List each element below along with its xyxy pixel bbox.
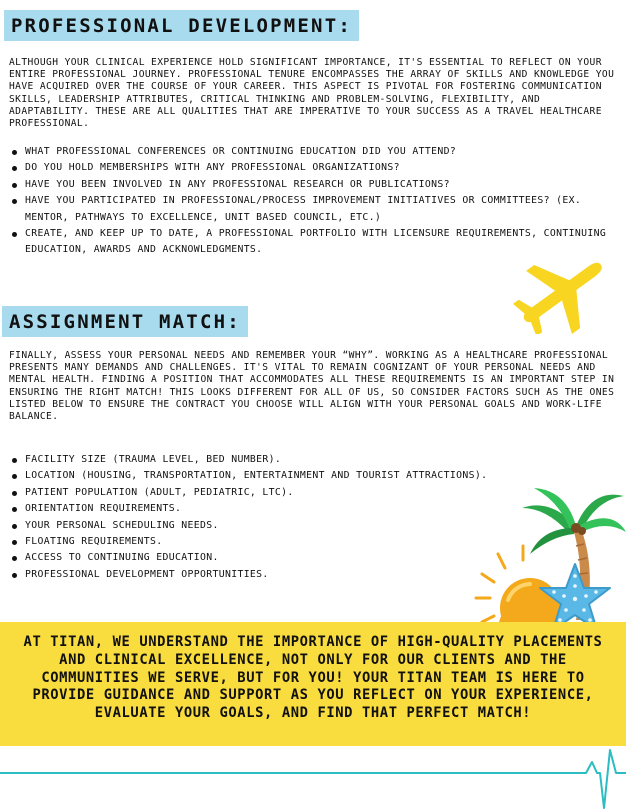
list-item: ACCESS TO CONTINUING EDUCATION. bbox=[9, 550, 621, 566]
closing-banner-text: AT TITAN, WE UNDERSTAND THE IMPORTANCE OF HIGH-QUALITY PLACEMENTS AND CLINICAL EXCELLENCE, NOT ONLY FOR OUR CLIENTS AND THE COMMUNITIES WE SERVE, BUT FOR YOU! YOUR TITAN TEAM IS HERE TO PROVIDE GUIDANCE AND SUPPORT AS YOU REFLECT ON YOUR EXPERIENCE, EVALUATE YOUR GOALS, AND FIND THAT PERFECT MATCH! bbox=[23, 634, 603, 722]
list-item: LOCATION (HOUSING, TRANSPORTATION, ENTERTAINMENT AND TOURIST ATTRACTIONS). bbox=[9, 468, 621, 484]
professional-development-heading: PROFESSIONAL DEVELOPMENT: bbox=[4, 10, 359, 41]
list-item: DO YOU HOLD MEMBERSHIPS WITH ANY PROFESSIONAL ORGANIZATIONS? bbox=[9, 160, 621, 176]
assignment-match-heading: ASSIGNMENT MATCH: bbox=[2, 306, 248, 337]
list-item: YOUR PERSONAL SCHEDULING NEEDS. bbox=[9, 518, 621, 534]
list-item: FACILITY SIZE (TRAUMA LEVEL, BED NUMBER). bbox=[9, 452, 621, 468]
list-item: PATIENT POPULATION (ADULT, PEDIATRIC, LTC). bbox=[9, 485, 621, 501]
list-item: HAVE YOU PARTICIPATED IN PROFESSIONAL/PROCESS IMPROVEMENT INITIATIVES OR COMMITTEES? (EX. MENTOR, PATHWAYS TO EXCELLENCE, UNIT BASED COUNCIL, ETC.) bbox=[9, 193, 621, 226]
list-item: WHAT PROFESSIONAL CONFERENCES OR CONTINUING EDUCATION DID YOU ATTEND? bbox=[9, 144, 621, 160]
list-item: CREATE, AND KEEP UP TO DATE, A PROFESSIONAL PORTFOLIO WITH LICENSURE REQUIREMENTS, CONTINUING EDUCATION, AWARDS AND ACKNOWLEDGMENTS. bbox=[9, 226, 621, 259]
heartbeat-line-icon bbox=[0, 748, 626, 810]
airplane-icon bbox=[512, 252, 612, 334]
list-item: PROFESSIONAL DEVELOPMENT OPPORTUNITIES. bbox=[9, 567, 621, 583]
list-item: ORIENTATION REQUIREMENTS. bbox=[9, 501, 621, 517]
professional-development-list bbox=[9, 144, 621, 259]
assignment-match-paragraph: FINALLY, ASSESS YOUR PERSONAL NEEDS AND REMEMBER YOUR “WHY”. WORKING AS A HEALTHCARE PROFESSIONAL PRESENTS MANY DEMANDS AND CHALLENGES. IT'S VITAL TO REMAIN COGNIZANT OF YOUR PERSONAL NEEDS AND MENTAL HEALTH. FINDING A POSITION THAT ACCOMMODATES ALL THESE REQUIREMENTS IS AN IMPORTANT STEP IN ENSURING THE RIGHT MATCH! THIS LOOKS DIFFERENT FOR ALL OF US, SO CONSIDER FACTORS SUCH AS THE ONES LISTED BELOW TO ENSURE THE CONTRACT YOU CHOOSE WILL ALIGN WITH YOUR PERSONAL GOALS AND WORK-LIFE BALANCE. bbox=[9, 350, 615, 423]
list-item: FLOATING REQUIREMENTS. bbox=[9, 534, 621, 550]
professional-development-paragraph: ALTHOUGH YOUR CLINICAL EXPERIENCE HOLD SIGNIFICANT IMPORTANCE, IT'S ESSENTIAL TO REFLECT ON YOUR ENTIRE PROFESSIONAL JOURNEY. PROFESSIONAL TENURE ENCOMPASSES THE ARRAY OF SKILLS AND KNOWLEDGE YOU HAVE ACQUIRED OVER THE COURSE OF YOUR CAREER. THIS ASPECT IS PIVOTAL FOR FOSTERING COMMUNICATION SKILLS, LEADERSHIP ATTRIBUTES, CRITICAL THINKING AND PROBLEM-SOLVING, FLEXIBILITY, AND ADAPTABILITY. THESE ARE ALL QUALITIES THAT ARE IMPERATIVE TO YOUR SUCCESS AS A TRAVEL HEALTHCARE PROFESSIONAL. bbox=[9, 57, 615, 130]
list-item: HAVE YOU BEEN INVOLVED IN ANY PROFESSIONAL RESEARCH OR PUBLICATIONS? bbox=[9, 177, 621, 193]
